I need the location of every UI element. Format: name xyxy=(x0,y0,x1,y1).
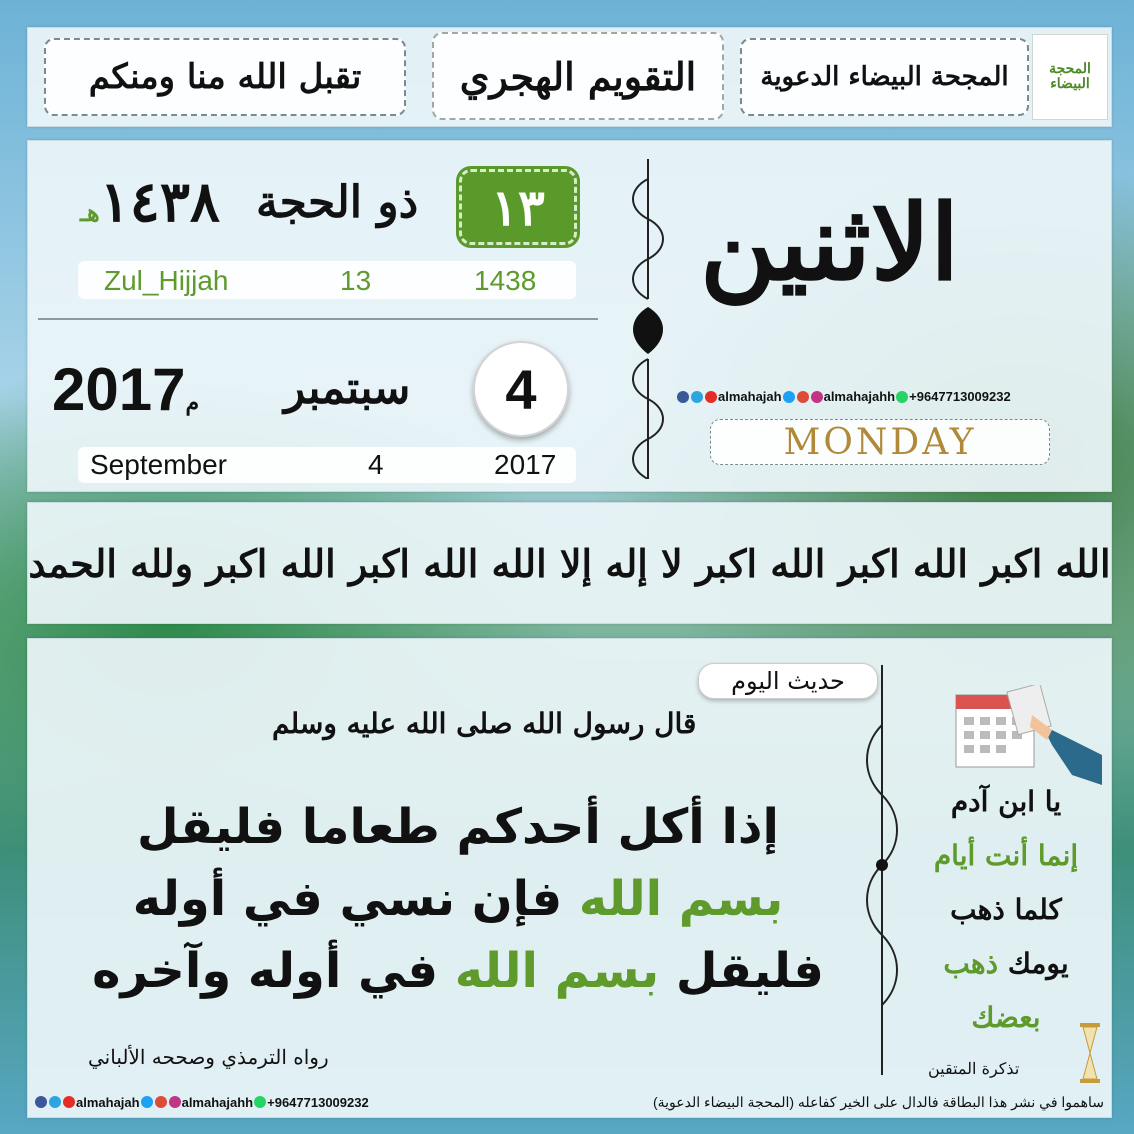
youtube-icon xyxy=(705,391,717,403)
divider xyxy=(38,318,598,320)
takbir-text: الله اكبر الله اكبر الله اكبر لا إله إلا الله الله اكبر الله اكبر ولله الحمد xyxy=(28,540,1111,586)
greg-day: 4 xyxy=(505,357,537,421)
reminder-line-1: يا ابن آدم xyxy=(950,785,1062,818)
weekday-arabic: الاثنين xyxy=(700,181,960,304)
hijri-day-badge xyxy=(459,169,577,245)
hadith-line-1: إذا أكل أحدكم طعاما فليقل xyxy=(137,799,779,855)
hijri-month: ذو الحجة xyxy=(256,177,419,228)
twitter-icon xyxy=(783,391,795,403)
greg-day-circle xyxy=(473,341,569,437)
weekday-english-box xyxy=(710,419,1050,465)
date-panel xyxy=(27,140,1112,492)
twitter-icon xyxy=(141,1096,153,1108)
reminder-brand: تذكرة المتقين xyxy=(928,1059,1020,1078)
reminder-line-2: إنما أنت أيام xyxy=(933,839,1079,872)
title-box xyxy=(432,32,724,120)
hourglass-icon xyxy=(1080,1023,1100,1083)
footer-social: almahajah almahajahh +9647713009232 xyxy=(34,1095,369,1110)
reminder-line-5: بعضك xyxy=(971,1001,1041,1034)
hadith-source: رواه الترمذي وصححه الألباني xyxy=(88,1045,329,1069)
hijri-day-en: 13 xyxy=(340,265,372,296)
reminder-line-3: كلما ذهب xyxy=(950,893,1062,926)
facebook-icon xyxy=(677,391,689,403)
hadith-intro: قال رسول الله صلى الله عليه وسلم xyxy=(272,707,697,740)
hijri-year: ١٤٣٨هـ xyxy=(80,169,220,235)
whatsapp-icon xyxy=(896,391,908,403)
footer-bar xyxy=(34,1091,1104,1113)
greg-day-en: 4 xyxy=(368,449,384,480)
hijri-month-en: Zul_Hijjah xyxy=(104,265,229,296)
hadith-line-3: فليقل بسم الله في أوله وآخره xyxy=(92,943,824,999)
greg-month: سبتمبر xyxy=(284,363,411,414)
instagram-icon xyxy=(169,1096,181,1108)
reminder-block xyxy=(908,775,1104,1045)
hijri-day: ١٣ xyxy=(491,177,545,237)
google-icon xyxy=(797,391,809,403)
hadith-tag: حديث اليوم xyxy=(698,663,878,699)
whatsapp-icon xyxy=(254,1096,266,1108)
vertical-ornament xyxy=(854,665,910,1075)
greg-year-en: 2017 xyxy=(494,449,557,480)
weekday-english: MONDAY xyxy=(783,421,977,463)
greg-year: 2017م xyxy=(52,356,200,423)
telegram-icon xyxy=(691,391,703,403)
ornament-divider xyxy=(618,159,678,479)
slogan-text: تقبل الله منا ومنكم xyxy=(88,57,362,97)
google-icon xyxy=(155,1096,167,1108)
logo xyxy=(1032,34,1108,120)
calendar-title: التقويم الهجري xyxy=(459,53,697,99)
telegram-icon xyxy=(49,1096,61,1108)
logo-text: المحجة البيضاء xyxy=(1049,60,1091,92)
youtube-icon xyxy=(63,1096,75,1108)
footer-note: (المحجة البيضاء الدعوية) ساهموا في نشر هذا البطاقة فالدال على الخير كفاعله xyxy=(652,1093,1104,1110)
slogan-box xyxy=(44,38,406,116)
reminder-line-4: يومك ذهب xyxy=(943,947,1069,980)
hijri-year-en: 1438 xyxy=(474,265,537,296)
social-row-top: almahajah almahajahh +9647713009232 xyxy=(676,389,1011,404)
instagram-icon xyxy=(811,391,823,403)
brand-name: المجحة البيضاء الدعوية xyxy=(760,62,1009,92)
header-panel xyxy=(27,27,1112,127)
greg-month-en: September xyxy=(90,449,227,480)
brand-box xyxy=(740,38,1029,116)
takbir-panel xyxy=(27,502,1112,624)
facebook-icon xyxy=(35,1096,47,1108)
hadith-line-2: بسم الله فإن نسي في أوله xyxy=(132,871,784,927)
hadith-panel xyxy=(27,638,1112,1118)
